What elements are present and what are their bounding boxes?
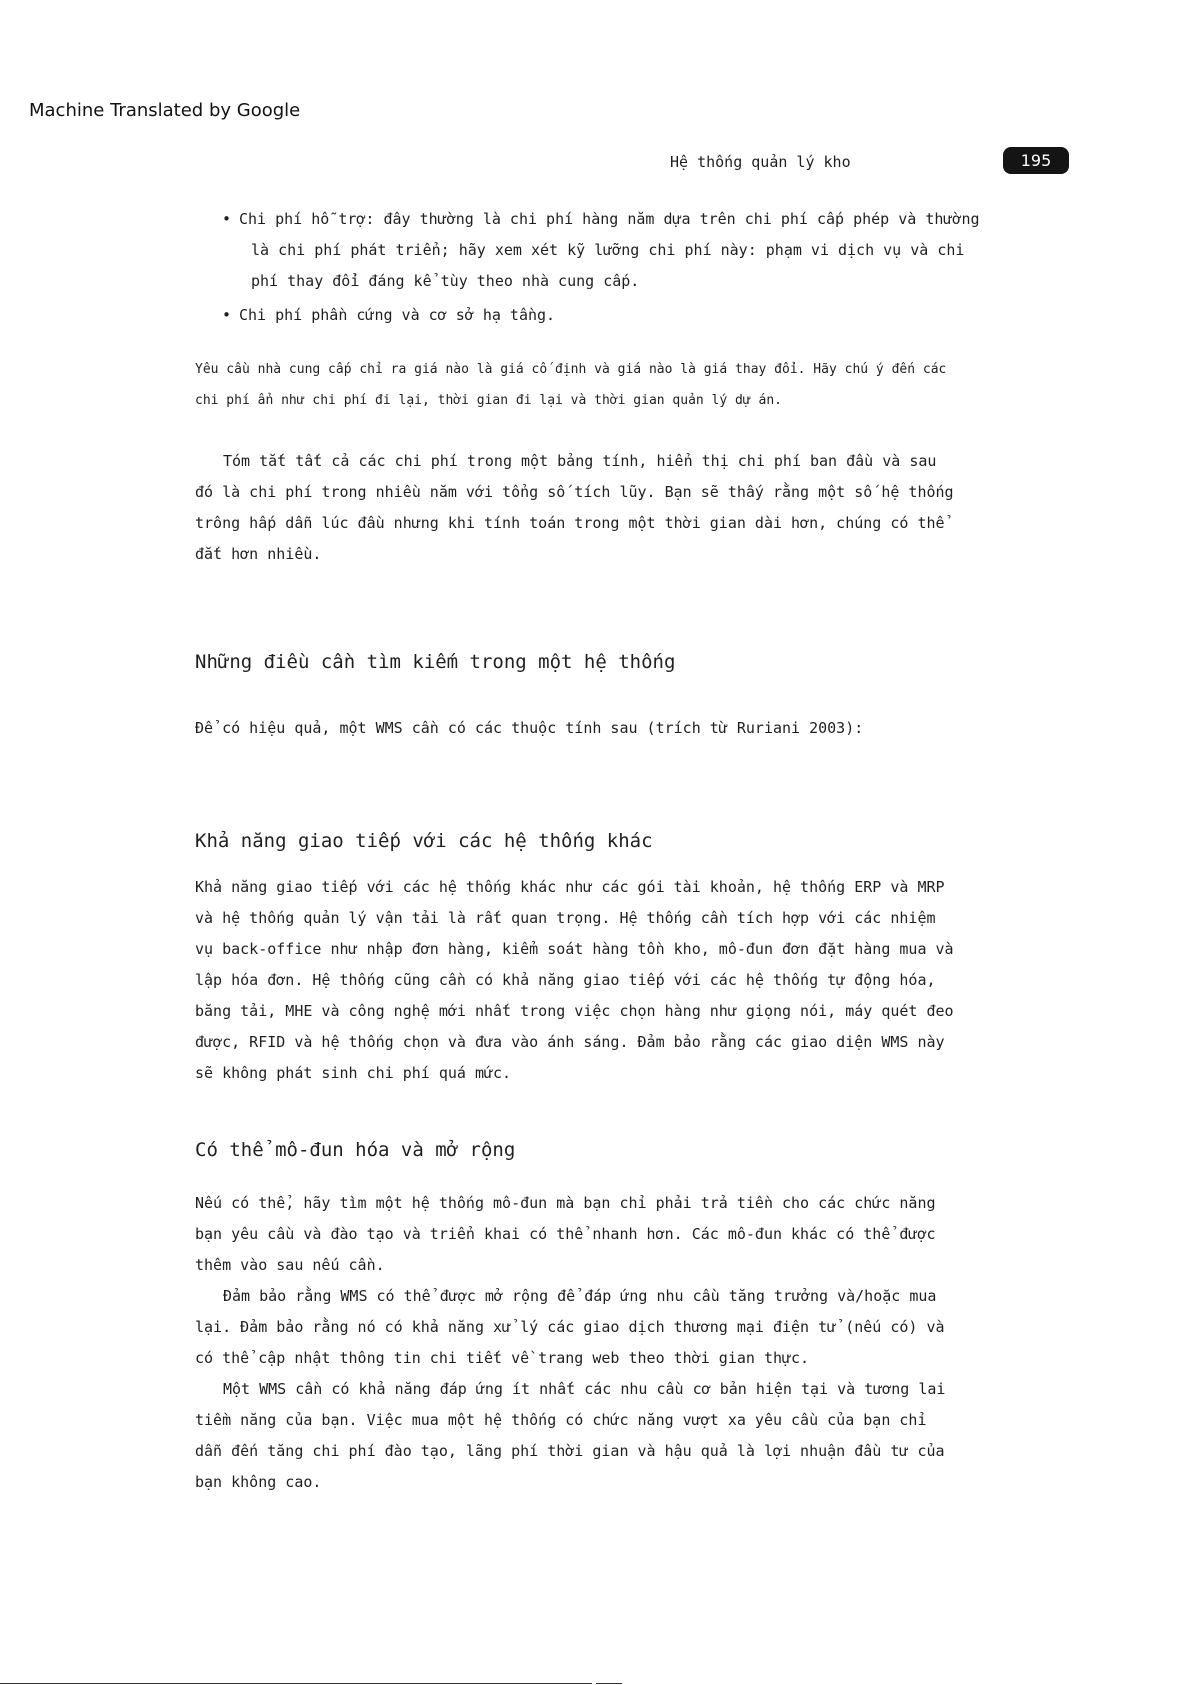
para-line: lập hóa đơn. Hệ thống cũng cần có khả năng giao tiếp với các hệ thống tự động hóa,	[195, 971, 936, 989]
para-line: Một WMS cần có khả năng đáp ứng ít nhất các nhu cầu cơ bản hiện tại và tương lai	[223, 1380, 946, 1398]
bullet-line: Chi phí hỗ trợ: đây thường là chi phí hàng năm dựa trên chi phí cấp phép và thường	[239, 210, 980, 228]
bullet-dot-icon: •	[222, 306, 232, 324]
para-line: đắt hơn nhiều.	[195, 545, 322, 563]
para-line: bạn không cao.	[195, 1473, 322, 1491]
section-heading-communication: Khả năng giao tiếp với các hệ thống khác	[195, 830, 653, 852]
section-heading-modular: Có thể mô-đun hóa và mở rộng	[195, 1139, 516, 1161]
bullet-line: là chi phí phát triển; hãy xem xét kỹ lưỡng chi phí này: phạm vi dịch vụ và chi	[251, 241, 965, 259]
bullet-line: Chi phí phần cứng và cơ sở hạ tầng.	[239, 306, 556, 324]
para-line: có thể cập nhật thông tin chi tiết về trang web theo thời gian thực.	[195, 1349, 810, 1367]
para-line: đó là chi phí trong nhiều năm với tổng số tích lũy. Bạn sẽ thấy rằng một số hệ thống	[195, 483, 954, 501]
bullet-support-cost	[222, 204, 980, 297]
section1-intro: Để có hiệu quả, một WMS cần có các thuộc tính sau (trích từ Ruriani 2003):	[195, 719, 864, 737]
para-line: Khả năng giao tiếp với các hệ thống khác như các gói tài khoản, hệ thống ERP và MRP	[195, 878, 945, 896]
footer-rule	[0, 1683, 592, 1684]
para-line: thêm vào sau nếu cần.	[195, 1256, 385, 1274]
para-line: Tóm tắt tất cả các chi phí trong một bảng tính, hiển thị chi phí ban đầu và sau	[223, 452, 937, 470]
note-line: Yêu cầu nhà cung cấp chỉ ra giá nào là giá cố định và giá nào là giá thay đổi. Hãy chú ý đến các	[195, 362, 947, 377]
running-title: Hệ thống quản lý kho	[670, 153, 851, 171]
para-line: lại. Đảm bảo rằng nó có khả năng xử lý các giao dịch thương mại điện tử (nếu có) và	[195, 1318, 945, 1336]
section-heading-what-to-look-for: Những điều cần tìm kiếm trong một hệ thống	[195, 651, 676, 673]
para-line: vụ back-office như nhập đơn hàng, kiểm soát hàng tồn kho, mô-đun đơn đặt hàng mua và	[195, 940, 954, 958]
para-line: dẫn đến tăng chi phí đào tạo, lãng phí thời gian và hậu quả là lợi nhuận đầu tư của	[195, 1442, 945, 1460]
machine-translation-notice: Machine Translated by Google	[29, 100, 301, 121]
para-line: trông hấp dẫn lúc đầu nhưng khi tính toán trong một thời gian dài hơn, chúng có thể	[195, 514, 945, 532]
para-line: Nếu có thể, hãy tìm một hệ thống mô-đun mà bạn chỉ phải trả tiền cho các chức năng	[195, 1194, 936, 1212]
para-line: tiềm năng của bạn. Việc mua một hệ thống có chức năng vượt xa yêu cầu của bạn chỉ	[195, 1411, 927, 1429]
bullet-dot-icon: •	[222, 210, 232, 228]
note-line: chi phí ẩn như chi phí đi lại, thời gian đi lại và thời gian quản lý dự án.	[195, 393, 782, 408]
summary-paragraph	[195, 446, 995, 570]
communication-paragraph	[195, 872, 995, 1089]
footer-rule-short	[596, 1683, 622, 1684]
para-line: sẽ không phát sinh chi phí quá mức.	[195, 1064, 512, 1082]
vendor-note	[195, 354, 946, 416]
para-line: được, RFID và hệ thống chọn và đưa vào ánh sáng. Đảm bảo rằng các giao diện WMS này	[195, 1033, 945, 1051]
para-line: và hệ thống quản lý vận tải là rất quan trọng. Hệ thống cần tích hợp với các nhiệm	[195, 909, 936, 927]
modular-paragraphs	[195, 1188, 995, 1498]
page-number-badge: 195	[1003, 147, 1069, 174]
bullet-line: phí thay đổi đáng kể tùy theo nhà cung cấp.	[251, 272, 640, 290]
para-line: bạn yêu cầu và đào tạo và triển khai có thể nhanh hơn. Các mô-đun khác có thể được	[195, 1225, 936, 1243]
para-line: băng tải, MHE và công nghệ mới nhất trong việc chọn hàng như giọng nói, máy quét đeo	[195, 1002, 954, 1020]
para-line: Đảm bảo rằng WMS có thể được mở rộng để đáp ứng nhu cầu tăng trưởng và/hoặc mua	[223, 1287, 937, 1305]
bullet-hardware-cost	[222, 300, 555, 331]
